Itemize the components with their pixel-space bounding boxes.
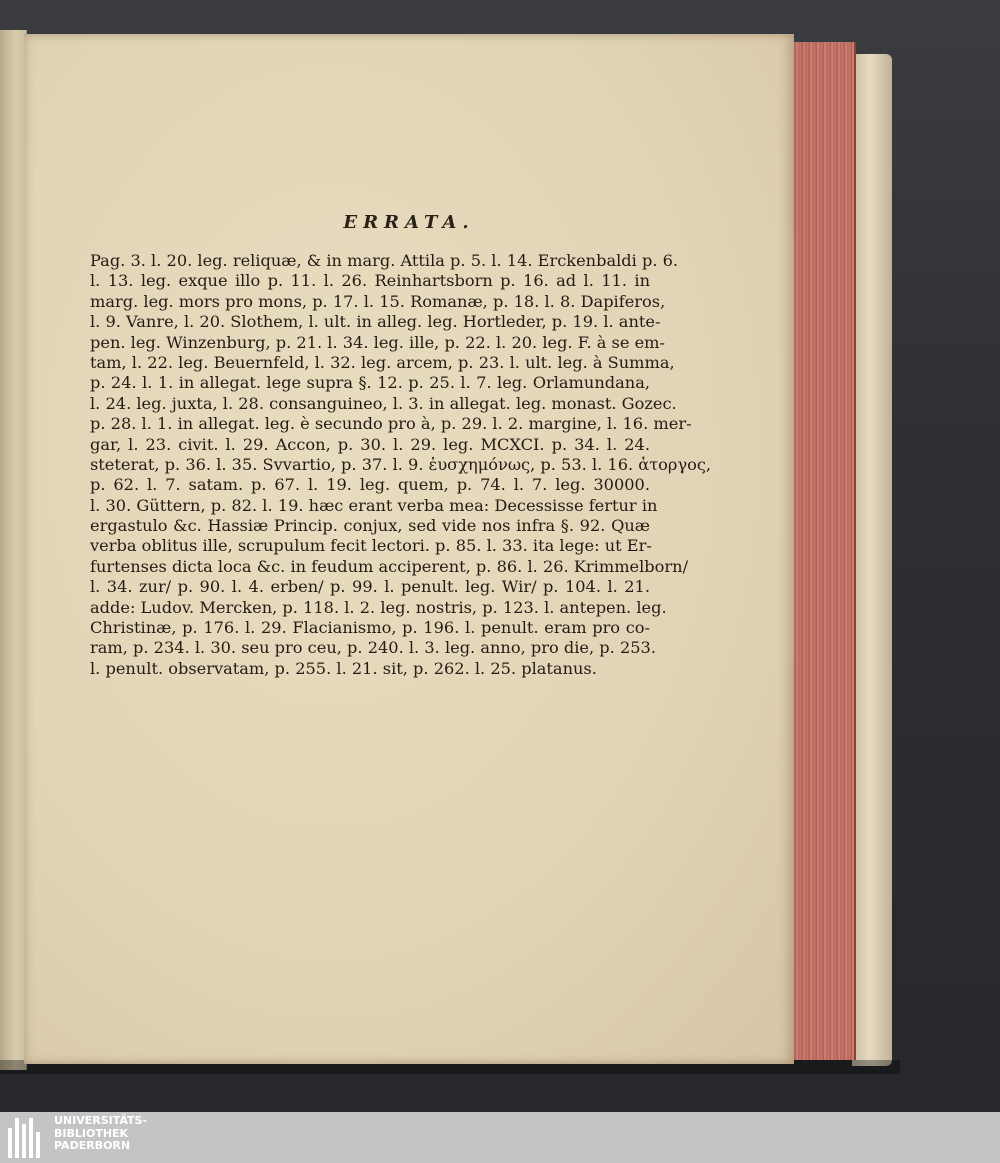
text-line: ergastulo &c. Hassiæ Princip. conjux, sed vide nos infra §. 92. Quæ (90, 516, 650, 536)
text-line: Pag. 3. l. 20. leg. reliquæ, & in marg. Attila p. 5. l. 14. Erckenbaldi p. 6. (90, 251, 679, 270)
text-line: l. 34. zur/ p. 90. l. 4. erben/ p. 99. l. penult. leg. Wir/ p. 104. l. 21. (90, 577, 650, 597)
text-line: p. 62. l. 7. satam. p. 67. l. 19. leg. quem, p. 74. l. 7. leg. 30000. (90, 475, 650, 495)
text-line: Christinæ, p. 176. l. 29. Flacianismo, p. 196. l. penult. eram pro co- (90, 618, 650, 638)
book-cover-edge (852, 54, 892, 1066)
text-line: pen. leg. Winzenburg, p. 21. l. 34. leg. ille, p. 22. l. 20. leg. F. à se em- (90, 332, 665, 352)
text-line: l. penult. observatam, p. 255. l. 21. sit, p. 262. l. 25. platanus. (90, 658, 597, 678)
text-line: furtenses dicta loca &c. in feudum acciperent, p. 86. l. 26. Krimmelborn/ (90, 556, 689, 576)
logo-line: BIBLIOTHEK (54, 1126, 129, 1140)
text-line: verba oblitus ille, scrupulum fecit lectori. p. 85. l. 33. ita lege: ut Er- (90, 536, 652, 556)
text-line: adde: Ludov. Mercken, p. 118. l. 2. leg. nostris, p. 123. l. antepen. leg. (90, 597, 667, 617)
logo-line: PADERBORN (54, 1139, 131, 1152)
text-line: l. 9. Vanre, l. 20. Slothem, l. ult. in alleg. leg. Hortleder, p. 19. l. ante- (90, 312, 661, 332)
text-line: l. 24. leg. juxta, l. 28. consanguineo, l. 3. in allegat. leg. monast. Gozec. (90, 393, 677, 413)
errata-heading: ERRATA. (343, 212, 475, 233)
library-footer-bar (0, 1112, 1000, 1163)
logo-line: UNIVERSITÄTS- (54, 1114, 148, 1127)
text-line: ram, p. 234. l. 30. seu pro ceu, p. 240. l. 3. leg. anno, pro die, p. 253. (90, 638, 656, 658)
text-line: l. 13. leg. exque illo p. 11. l. 26. Reinhartsborn p. 16. ad l. 11. in (90, 271, 650, 291)
text-line: p. 24. l. 1. in allegat. lege supra §. 12. p. 25. l. 7. leg. Orlamundana, (90, 373, 650, 393)
book-page (24, 34, 794, 1064)
text-line: gar, l. 23. civit. l. 29. Accon, p. 30. l. 29. leg. MCXCI. p. 34. l. 24. (90, 434, 650, 454)
text-line: tam, l. 22. leg. Beuernfeld, l. 32. leg. arcem, p. 23. l. ult. leg. à Summa, (90, 352, 675, 372)
text-line: l. 30. Güttern, p. 82. l. 19. hæc erant verba mea: Decessisse fertur in (90, 495, 658, 515)
text-line: p. 28. l. 1. in allegat. leg. è secundo pro à, p. 29. l. 2. margine, l. 16. mer- (90, 414, 692, 434)
left-page-edge (0, 30, 27, 1070)
text-line: marg. leg. mors pro mons, p. 17. l. 15. Romanæ, p. 18. l. 8. Dapiferos, (90, 291, 666, 311)
library-logo-icon (8, 1118, 48, 1158)
text-line: steterat, p. 36. l. 35. Svvartio, p. 37. l. 9. ἐυσχημόνως, p. 53. l. 16. ἀτοργος, (90, 454, 712, 474)
library-logo-text (54, 1115, 147, 1153)
errata-text (90, 251, 712, 679)
